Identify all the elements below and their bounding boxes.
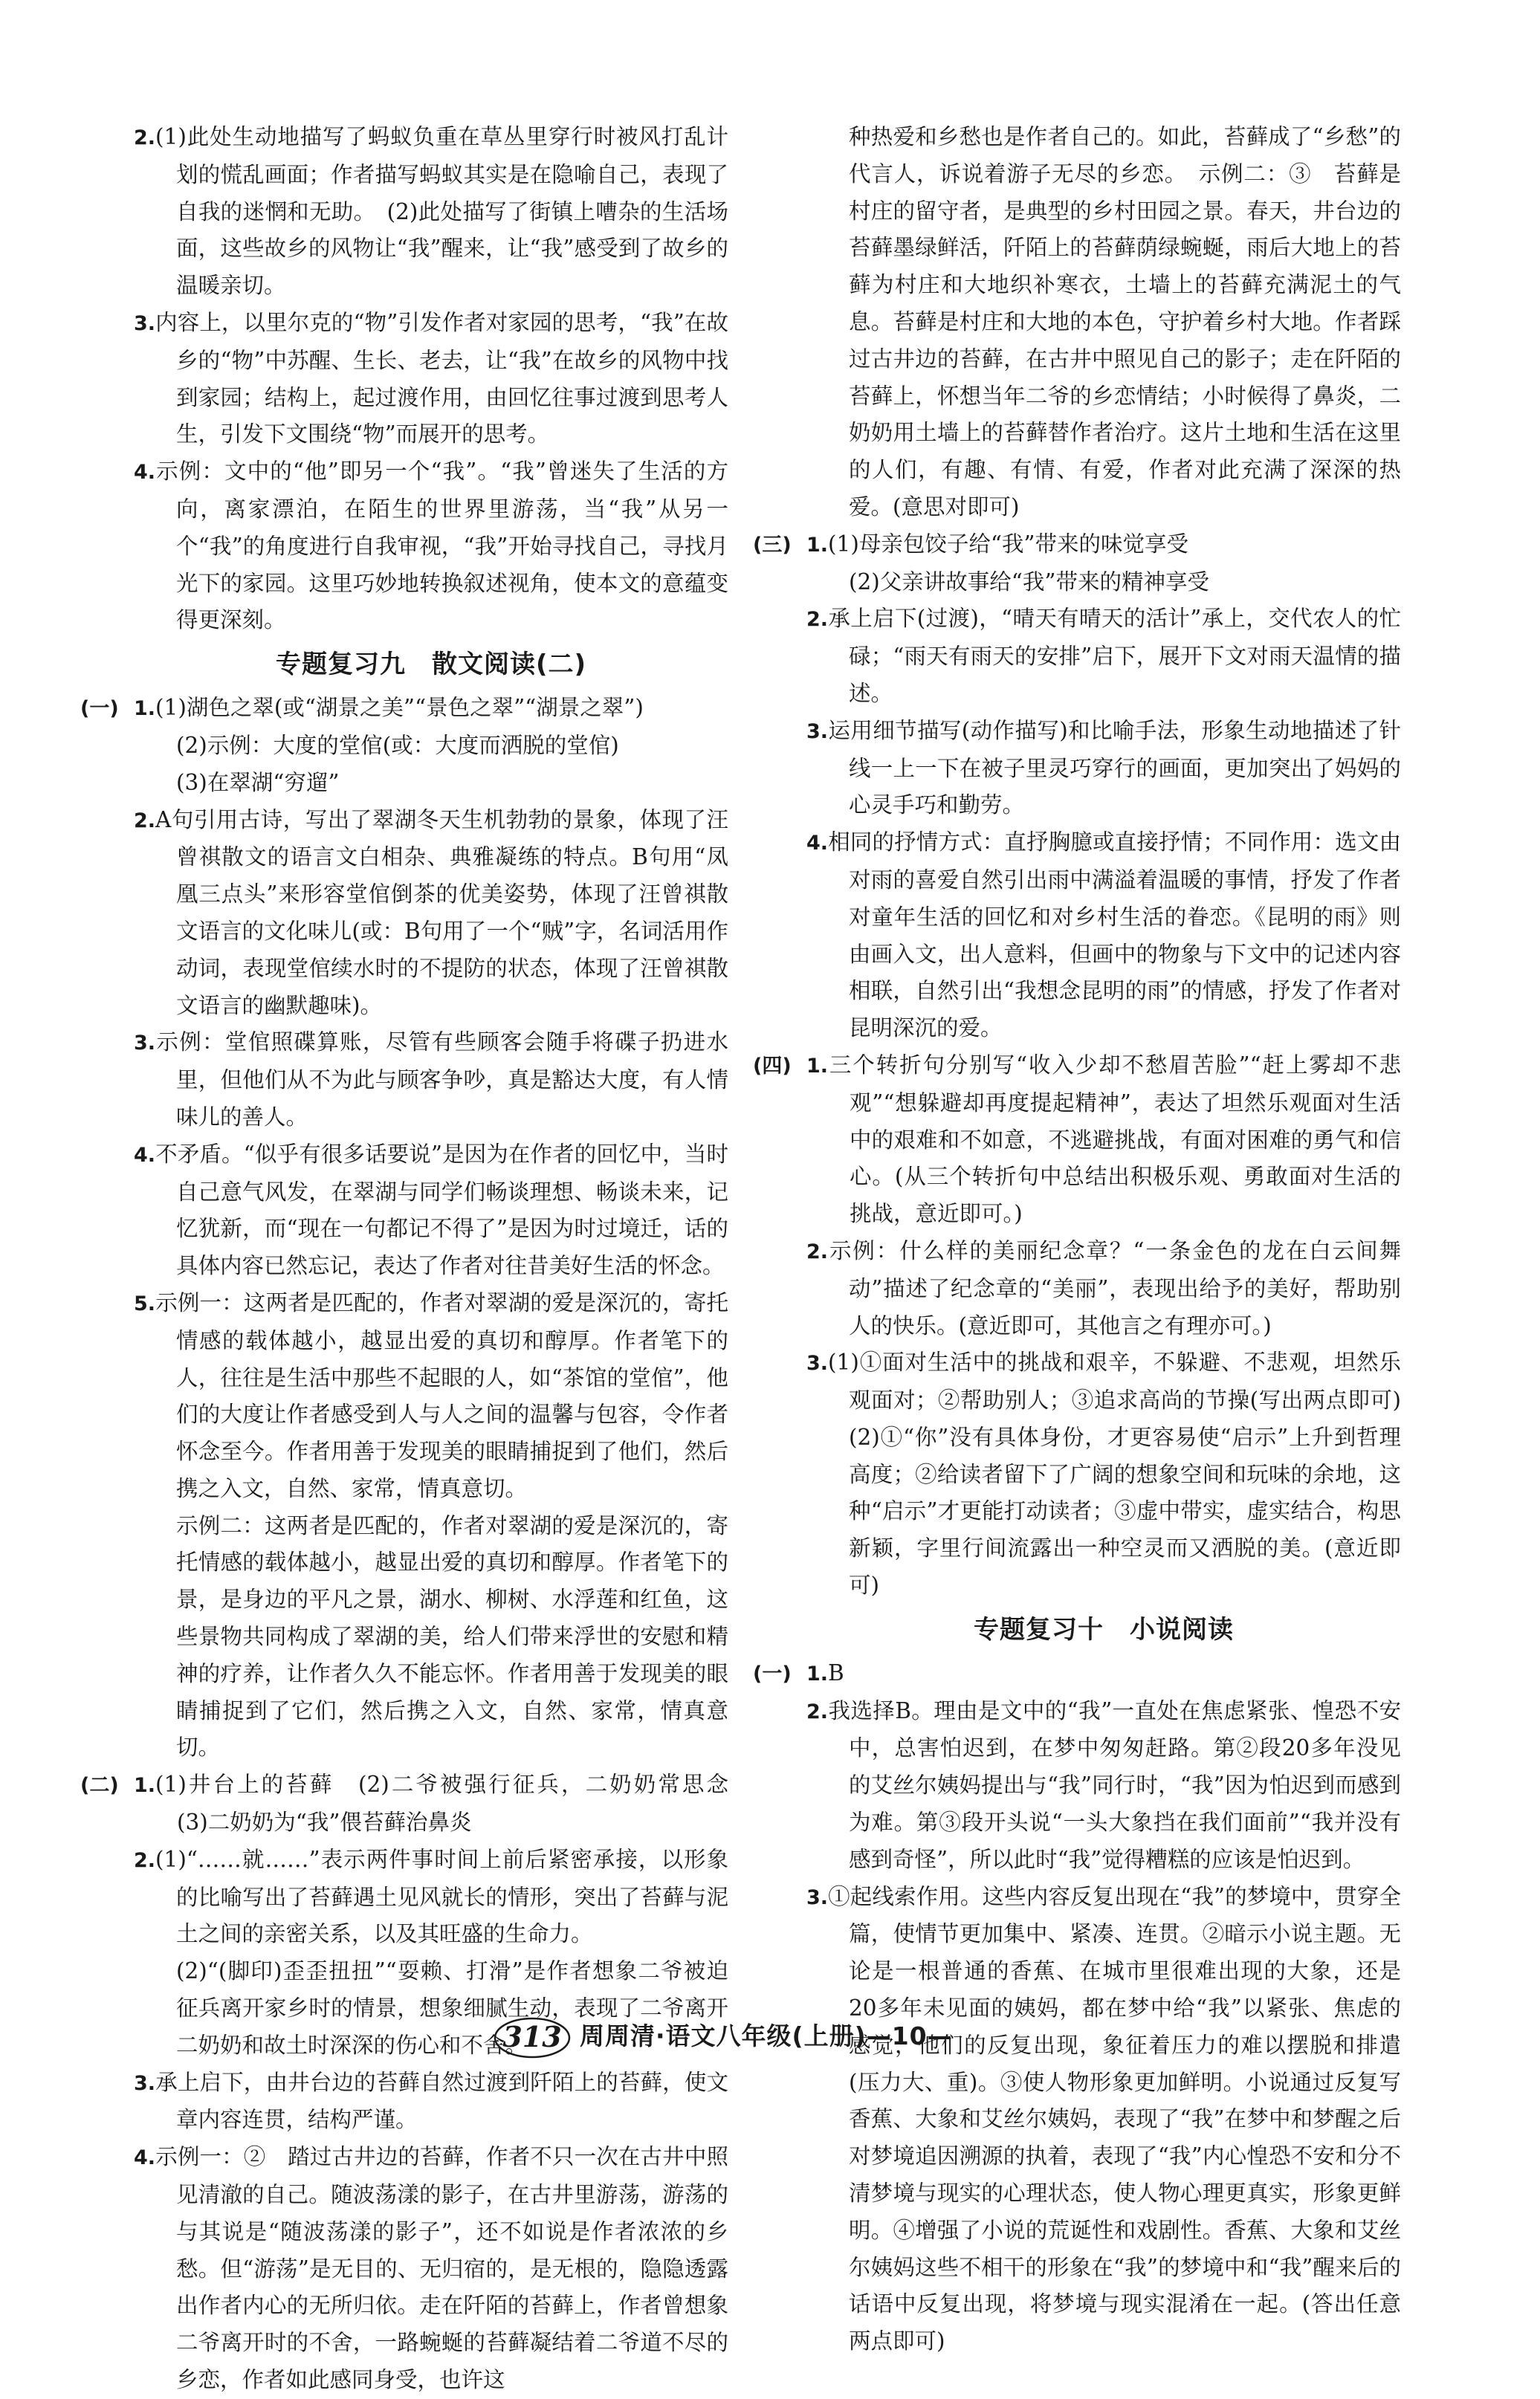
answer-item: 3.①起线索作用。这些内容反复出现在“我”的梦境中，贯穿全篇，使情节更加集中、紧凑、连贯。②暗示小说主题。无论是一根普通的香蕉、在城市里很难出现的大象，还是20多年未见面的姨妈，都在梦中给“我”以紧张、焦虑的感觉，他们的反复出现，象征着压力的难以摆脱和排遣(压力大、重)。③使人物形象更加鲜明。小说通过反复写香蕉、大象和艾丝尔姨妈，表现了“我”在梦中和梦醒之后对梦境追因溯源的执着，表现了“我”内心惶恐不安和分不清梦境与现实的心理状态，使人物心理更真实，形象更鲜明。④增强了小说的荒诞性和戏剧性。香蕉、大象和艾丝尔姨妈这些不相干的形象在“我”的梦境中和“我”醒来后的话语中反复出现，将梦境与现实混淆在一起。(答出任意两点即可) xyxy=(806,1883,1401,2354)
answer-item: 3.承上启下，由井台边的苔藓自然过渡到阡陌上的苔藓，使文章内容连贯，结构严谨。 xyxy=(134,2069,728,2133)
answer-item: 3.示例：堂倌照碟算账，尽管有些顾客会随手将碟子扔进水里，但他们从不为此与顾客争吵，真是豁达大度，有人情味儿的善人。 xyxy=(134,1029,728,1130)
answer-item: 2.承上启下(过渡)，“晴天有晴天的活计”承上，交代农人的忙碌；“雨天有雨天的安排”启下，展开下文对雨天温情的描述。 xyxy=(806,606,1401,706)
answer-item: 2.示例：什么样的美丽纪念章？“一条金色的龙在白云间舞动”描述了纪念章的“美丽”，表现出给予的美好，帮助别人的快乐。(意近即可，其他言之有理亦可。) xyxy=(806,1237,1401,1338)
answer-item: (四) 1.三个转折句分别写“收入少却不愁眉苦脸”“赶上雾却不悲观”“想躲避却再度提起精神”，表达了坦然乐观面对生活中的艰难和不如意，不逃避挑战，有面对困难的勇气和信心。(从三个转折句中总结出积极乐观、勇敢面对生活的挑战，意近即可。) xyxy=(753,1047,1401,1233)
section-heading: 专题复习九 散文阅读(二) xyxy=(275,650,587,680)
section-marker: (三) xyxy=(753,533,792,557)
section-marker: (四) xyxy=(753,1054,792,1078)
answer-subitem: (3)在翠湖“穷遛” xyxy=(176,769,340,795)
section-marker: (一) xyxy=(753,1662,792,1686)
answer-text: 内容上，以里尔克的“物”引发作者对家园的思考，“我”在故乡的“物”中苏醒、生长、老去，让“我”在故乡的风物中找到家园；结构上，起过渡作用，由回忆往事过渡到思考人生，引发下文围绕“物”而展开的思考。 xyxy=(155,309,728,447)
answer-item: 2.(1)“……就……”表示两件事时间上前后紧密承接，以形象的比喻写出了苔藓遇土见风就长的情形，突出了苔藓与泥土之间的亲密关系，以及其旺盛的生命力。 xyxy=(134,1846,728,1947)
answer-item: 4.示例：文中的“他”即另一个“我”。“我”曾迷失了生活的方向，离家漂泊，在陌生的世界里游荡，当“我”从另一个“我”的角度进行自我审视，“我”开始寻找自己，寻找月光下的家园。这里巧妙地转换叙述视角，使本文的意蕴变得更深刻。 xyxy=(134,459,728,633)
answer-item: 3.运用细节描写(动作描写)和比喻手法，形象生动地描述了针线一上一下在被子里灵巧穿行的画面，更加突出了妈妈的心灵手巧和勤劳。 xyxy=(806,717,1401,818)
footer-title: 周周清·语文八年级(上册)—10— xyxy=(580,2021,953,2050)
answer-text: 示例：文中的“他”即另一个“我”。“我”曾迷失了生活的方向，离家漂泊，在陌生的世界里游荡，当“我”从另一个“我”的角度进行自我审视，“我”开始寻找自己，寻找月光下的家园。这里巧妙地转换叙述视角，使本文的意蕴变得更深刻。 xyxy=(155,459,728,633)
answer-text: (1)此处生动地描写了蚂蚁负重在草丛里穿行时被风打乱计划的慌乱画面；作者描写蚂蚁其实是在隐喻自己，表现了自我的迷惘和无助。 (2)此处描写了街镇上嘈杂的生活场面，这些故乡的风物让“我”醒来，让“我”感受到了故乡的温暖亲切。 xyxy=(155,124,728,299)
section-marker: (二) xyxy=(80,1774,119,1798)
answer-item: (一) 1.(1)湖色之翠(或“湖景之美”“景色之翠”“湖景之翠”) xyxy=(80,690,728,728)
answer-continuation: 种热爱和乡愁也是作者自己的。如此，苔藓成了“乡愁”的代言人，诉说着游子无尽的乡恋。 示例二：③ 苔藓是村庄的留守者，是典型的乡村田园之景。春天，井台边的苔藓墨绿鲜活，阡陌上的苔藓荫绿蜿蜒，雨后大地上的苔藓为村庄和大地织补寒衣，土墙上的苔藓充满泥土的气息。苔藓是村庄和大地的本色，守护着乡村大地。作者踩过古井边的苔藓，在古井中照见自己的影子；走在阡陌的苔藓上，怀想当年二爷的乡恋情结；小时候得了鼻炎，二奶奶用土墙上的苔藓替作者治疗。这片土地和生活在这里的人们，有趣、有情、有爱，作者对此充满了深深的热爱。(意思对即可) xyxy=(849,124,1401,519)
answer-item: (三) 1.(1)母亲包饺子给“我”带来的味觉享受 xyxy=(753,526,1401,564)
answer-item: (二) 1.(1)井台上的苔藓 (2)二爷被强行征兵，二奶奶常思念 (3)二奶奶为“我”偎苔藓治鼻炎 xyxy=(80,1767,728,1842)
section-heading: 专题复习十 小说阅读 xyxy=(974,1614,1234,1645)
answer-item: 4.相同的抒情方式：直抒胸臆或直接抒情；不同作用：选文由对雨的喜爱自然引出雨中满溢着温暖的事情，抒发了作者对童年生活的回忆和对乡村生活的眷恋。《昆明的雨》则由画入文，出人意料，但画中的物象与下文中的记述内容相联，自然引出“我想念昆明的雨”的情感，抒发了作者对昆明深沉的爱。 xyxy=(806,829,1401,1041)
answer-subitem: (2)示例：大度的堂倌(或：大度而洒脱的堂倌) xyxy=(176,732,619,758)
answer-item: 4.不矛盾。“似乎有很多话要说”是因为在作者的回忆中，当时自己意气风发，在翠湖与同学们畅谈理想、畅谈未来，记忆犹新，而“现在一句都记不得了”是因为时过境迁，话的具体内容已然忘记，表达了作者对往昔美好生活的怀念。 xyxy=(134,1141,728,1279)
answer-item: 2.我选择B。理由是文中的“我”一直处在焦虑紧张、惶恐不安中，总害怕迟到，在梦中匆匆赶路。第②段20多年没见的艾丝尔姨妈提出与“我”同行时，“我”因为怕迟到而感到为难。第③段开头说“一头大象挡在我们面前”“我并没有感到奇怪”，所以此时“我”觉得糟糕的应该是怕迟到。 xyxy=(806,1697,1401,1872)
answer-item: 5.示例一：这两者是匹配的，作者对翠湖的爱是深沉的，寄托情感的载体越小，越显出爱的真切和醇厚。作者笔下的人，往往是生活中那些不起眼的人，如“茶馆的堂倌”，他们的大度让作者感受到人与人之间的温馨与包容，令作者怀念至今。作者用善于发现美的眼睛捕捉到了他们，然后携之入文，自然、家常，情真意切。 xyxy=(134,1289,728,1501)
answer-item: 3.(1)①面对生活中的挑战和艰辛，不躲避、不悲观，坦然乐观面对；②帮助别人；③追求高尚的节操(写出两点即可) (2)①“你”没有具体身份，才更容易使“启示”上升到哲理高度；②给读者留下了广阔的想象空间和玩味的余地，这种“启示”才更能打动读者；③虚中带实，虚实结合，构思新颖，字里行间流露出一种空灵而又洒脱的美。(意近即可) xyxy=(806,1350,1423,1599)
brand-logo xyxy=(494,2013,571,2060)
svg-text:313: 313 xyxy=(502,2020,562,2053)
answer-item: 4.示例一：② 踏过古井边的苔藓，作者不只一次在古井中照见清澈的自己。随波荡漾的影子，在古井里游荡，游荡的与其说是“随波荡漾的影子”，还不如说是作者浓浓的乡愁。但“游荡”是无目的、无归宿的，是无根的，隐隐透露出作者内心的无所归依。走在阡陌的苔藓上，作者曾想象二爷离开时的不舍，一路蜿蜒的苔藓凝结着二爷道不尽的乡恋，作者如此感同身受，也许这 xyxy=(134,2144,728,2393)
answer-item: 3.内容上，以里尔克的“物”引发作者对家园的思考，“我”在故乡的“物”中苏醒、生长、老去，让“我”在故乡的风物中找到家园；结构上，起过渡作用，由回忆往事过渡到思考人生，引发下文围绕“物”而展开的思考。 xyxy=(134,309,728,447)
answer-subitem: (2)父亲讲故事给“我”带来的精神享受 xyxy=(849,569,1209,595)
page-footer xyxy=(0,2013,1540,2065)
answer-item: 2.A句引用古诗，写出了翠湖冬天生机勃勃的景象，体现了汪曾祺散文的语言文白相杂、典雅凝练的特点。B句用“凤凰三点头”来形容堂倌倒茶的优美姿势，体现了汪曾祺散文语言的文化味儿(或：B句用了一个“贼”字，名词活用作动词，表现堂倌续水时的不提防的状态，体现了汪曾祺散文语言的幽默趣味)。 xyxy=(134,806,728,1018)
answer-item: 2.(1)此处生动地描写了蚂蚁负重在草丛里穿行时被风打乱计划的慌乱画面；作者描写蚂蚁其实是在隐喻自己，表现了自我的迷惘和无助。 (2)此处描写了街镇上嘈杂的生活场面，这些故乡的风物让“我”醒来，让“我”感受到了故乡的温暖亲切。 xyxy=(134,124,728,299)
answer-subitem: (2)“(脚印)歪歪扭扭”“耍赖、打滑”是作者想象二爷被迫征兵离开家乡时的情景，想象细腻生动，表现了二爷离开二奶奶和故土时深深的伤心和不舍。 xyxy=(176,1958,728,2058)
answer-subitem: 示例二：这两者是匹配的，作者对翠湖的爱是深沉的，寄托情感的载体越小，越显出爱的真切和醇厚。作者笔下的景，是身边的平凡之景，湖水、柳树、水浮莲和红鱼，这些景物共同构成了翠湖的美，给人们带来浮世的安慰和精神的疗养，让作者久久不能忘怀。作者用善于发现美的眼睛捕捉到了它们，然后携之入文，自然、家常，情真意切。 xyxy=(176,1512,728,1761)
section-marker: (一) xyxy=(80,697,119,721)
answer-item: (一) 1.B xyxy=(753,1655,1401,1693)
